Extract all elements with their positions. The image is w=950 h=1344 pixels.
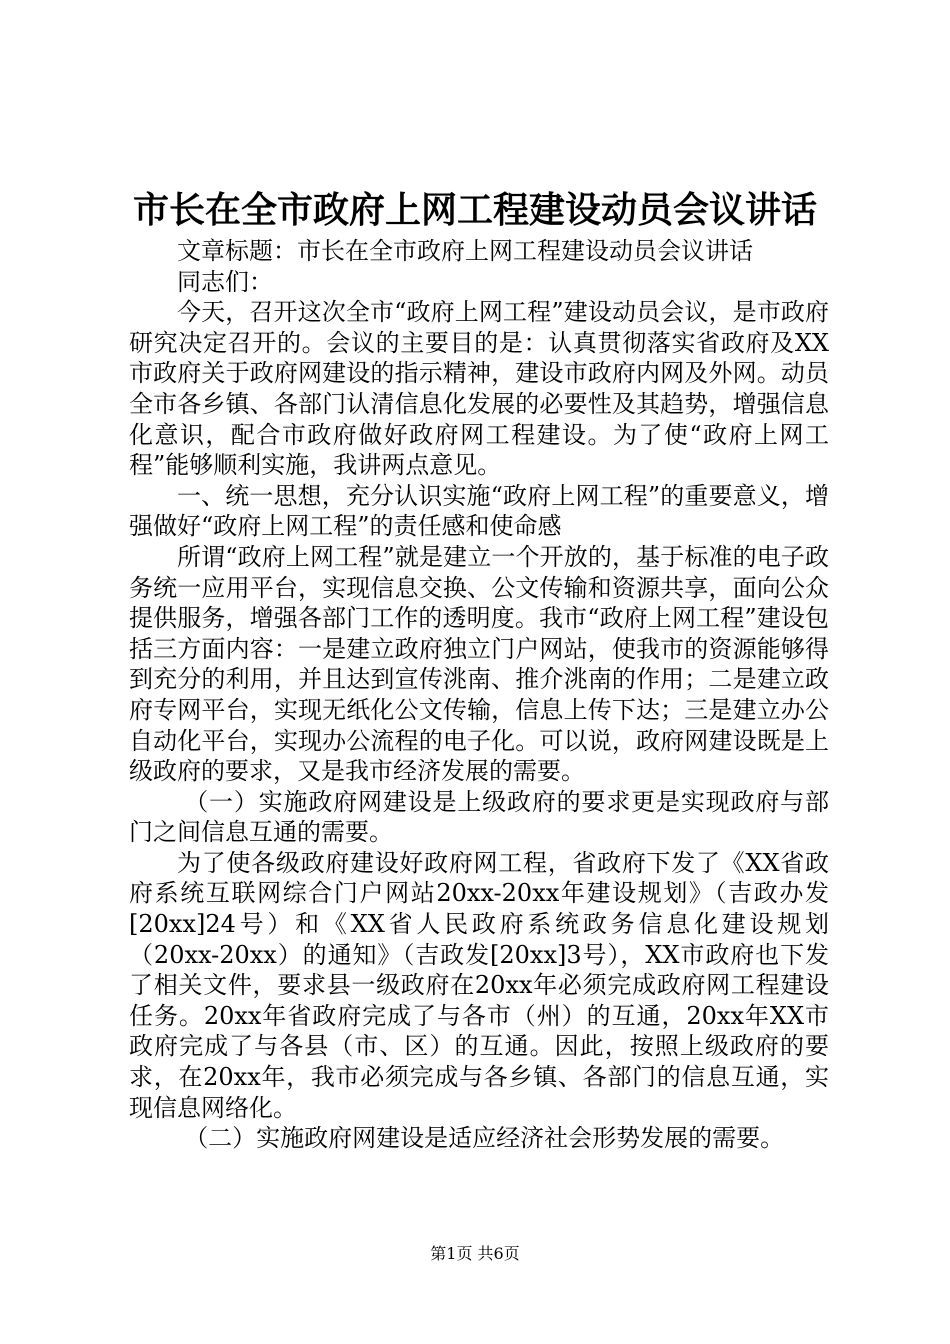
paragraph-definition: 所谓“政府上网工程”就是建立一个开放的，基于标准的电子政务统一应用平台，实现信息交换、公文传输和资源共享，面向公众提供服务，增强各部门工作的透明度。我市“政府上网工程”建设包括三方面内容：一是建立政府独立门户网站，使我市的资源能够得到充分的利用，并且达到宣传洮南、推介洮南的作用；二是建立政府专网平台，实现无纸化公文传输，信息上传下达；三是建立办公自动化平台，实现办公流程的电子化。可以说，政府网建设既是上级政府的要求，又是我市经济发展的需要。 [129,542,829,786]
paragraph-requirements: 为了使各级政府建设好政府网工程，省政府下发了《XX省政府系统互联网综合门户网站20xx-20xx年建设规划》（吉政办发[20xx]24号）和《XX省人民政府系统政务信息化建设规划（20xx-20xx）的通知》（吉政发[20xx]3号），XX市政府也下发了相关文件，要求县一级政府在20xx年必须完成政府网工程建设任务。20xx年省政府完成了与各市（州）的互通，20xx年XX市政府完成了与各县（市、区）的互通。因此，按照上级政府的要求，在20xx年，我市必须完成与各乡镇、各部门的信息互通，实现信息网络化。 [129,848,829,1122]
article-title-line: 文章标题：市长在全市政府上网工程建设动员会议讲话 [177,237,753,265]
salutation: 同志们： [177,267,273,296]
paragraph-intro: 今天，召开这次全市“政府上网工程”建设动员会议，是市政府研究决定召开的。会议的主要目的是：认真贯彻落实省政府及XX市政府关于政府网建设的指示精神，建设市政府内网及外网。动员全市各乡镇、各部门认清信息化发展的必要性及其趋势，增强信息化意识，配合市政府做好政府网工程建设。为了使“政府上网工程”能够顺利实施，我讲两点意见。 [129,298,829,480]
section-heading-1: 一、统一思想，充分认识实施“政府上网工程”的重要意义，增强做好“政府上网工程”的责任感和使命感 [129,481,829,541]
subsection-heading-2: （二）实施政府网建设是适应经济社会形势发展的需要。 [184,1124,785,1153]
subsection-heading-1: （一）实施政府网建设是上级政府的要求更是实现政府与部门之间信息互通的需要。 [129,787,829,847]
document-title: 市长在全市政府上网工程建设动员会议讲话 [132,189,817,231]
document-body [129,236,829,1154]
page-footer: 第1页 共6页 [430,1244,520,1263]
